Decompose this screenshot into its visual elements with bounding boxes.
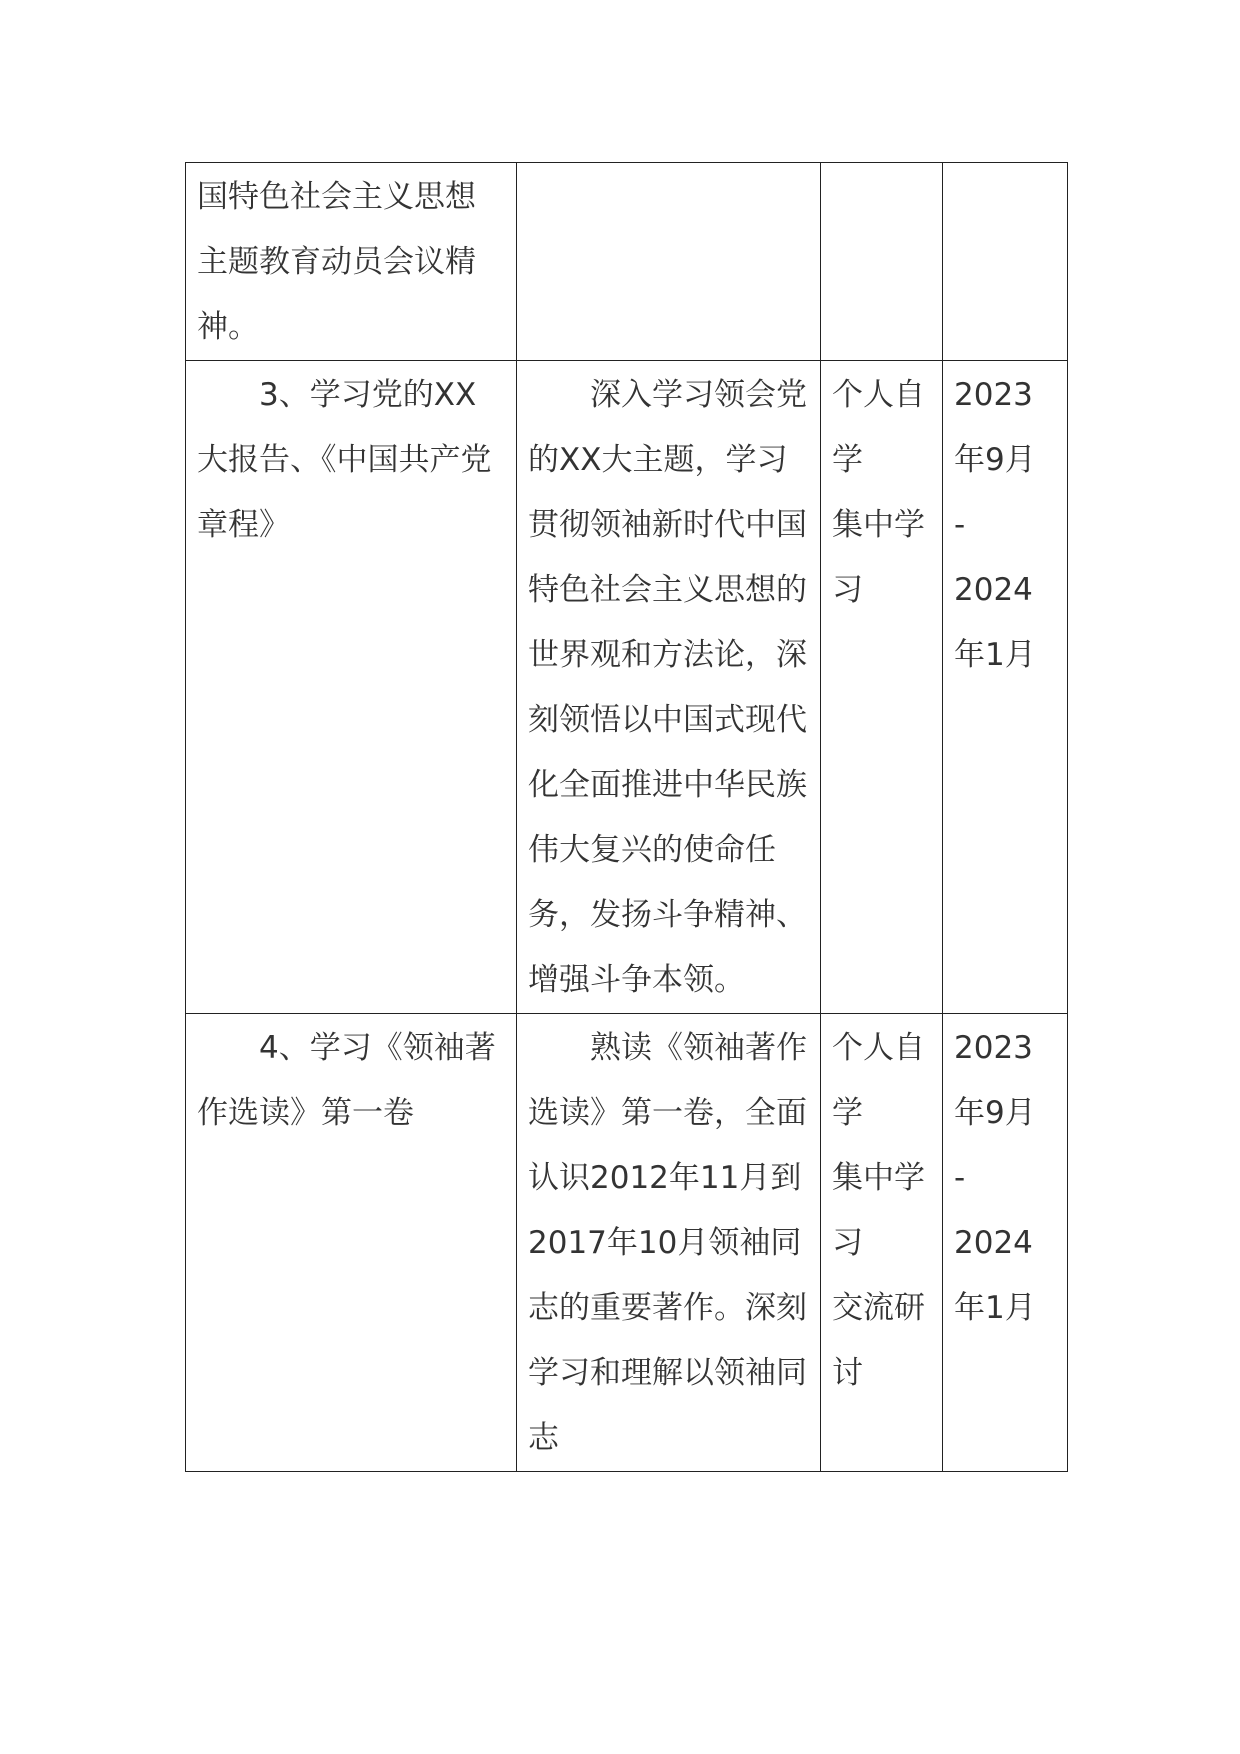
content-cell: 深入学习领会党的XX大主题，学习贯彻领袖新时代中国特色社会主义思想的世界观和方法论，深刻领悟以中国式现代化全面推进中华民族伟大复兴的使命任务，发扬斗争精神、增强斗争本领。: [517, 361, 821, 1014]
time-line: 2023年9月: [954, 1030, 1036, 1131]
method-cell: [821, 163, 943, 361]
topic-cell: 4、学习《领袖著作选读》第一卷: [186, 1014, 517, 1472]
study-plan-table: [185, 162, 1068, 1472]
topic-cell: 3、学习党的XX大报告、《中国共产党章程》: [186, 361, 517, 1014]
method-cell: [821, 1014, 943, 1472]
table-row: [186, 1014, 1068, 1472]
time-line: -: [954, 1160, 966, 1196]
method-line: 个人自学: [832, 377, 925, 478]
time-line: 2024年1月: [954, 1225, 1036, 1326]
time-cell: [943, 361, 1068, 1014]
time-cell: [943, 1014, 1068, 1472]
table-row: [186, 163, 1068, 361]
time-line: 2023年9月: [954, 377, 1036, 478]
time-line: -: [954, 507, 966, 543]
method-cell: [821, 361, 943, 1014]
method-line: 集中学习: [832, 1160, 925, 1261]
method-line: 交流研讨: [832, 1290, 925, 1391]
topic-cell: 国特色社会主义思想主题教育动员会议精神。: [186, 163, 517, 361]
time-cell: [943, 163, 1068, 361]
table-row: [186, 361, 1068, 1014]
time-line: 2024年1月: [954, 572, 1036, 673]
content-cell: [517, 163, 821, 361]
method-line: 个人自学: [832, 1030, 925, 1131]
method-line: 集中学习: [832, 507, 925, 608]
content-cell: 熟读《领袖著作选读》第一卷，全面认识2012年11月到2017年10月领袖同志的重要著作。深刻学习和理解以领袖同志: [517, 1014, 821, 1472]
